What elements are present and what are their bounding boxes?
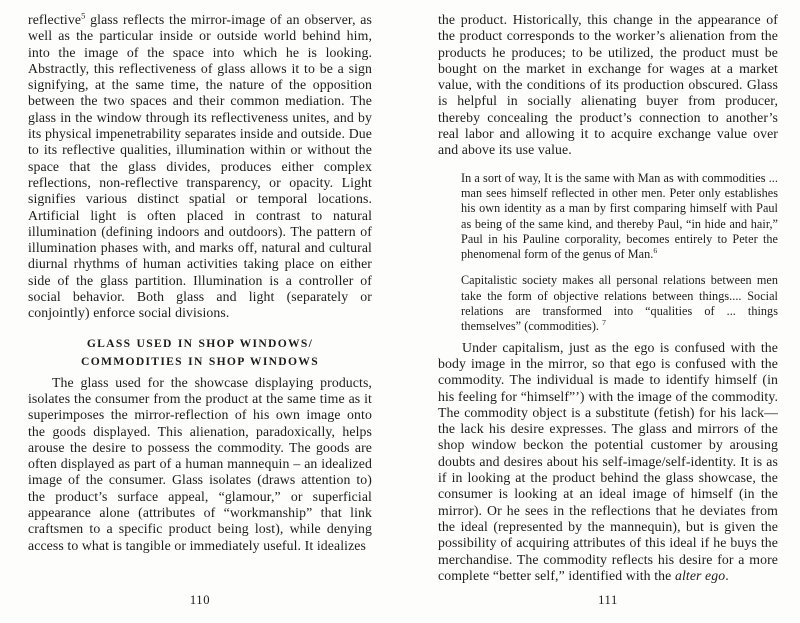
footnote-marker-6: 6	[653, 246, 658, 256]
section-heading	[34, 335, 366, 371]
page-right	[438, 0, 778, 623]
right-paragraph-2	[438, 340, 778, 584]
page-number-left: 110	[189, 593, 211, 607]
right-paragraph-continuation: the product. Historically, this change in the appearance of the product corresponds to the worker’s alienation from the products he produces; to be utilized, the product must be bought on the market in exchange for wages at a market value, with the conditions of its production obscured. Glass is helpful in socially alienating buyer from producer, thereby concealing the product’s connection to another’s real labor and allowing it to acquire exchange value over and above its use value.	[438, 12, 778, 158]
right-paragraph-2-text: Under capitalism, just as the ego is confused with the body image in the mirror, so that ego is confused with the commodity. The individual is made to identify himself (in his feeling for “himself”’) with the image of the commodity. The commodity object is a substitute (fetish) for his lack—the lack his desire expresses. The glass and mirrors of the shop window beckon the potential customer by arousing doubts and desires about his self-image/self-identity. It is as if in looking at the product behind the glass showcase, the consumer is looking at an ideal image of himself (in the mirror). Or he sees in the reflections that he deviates from the ideal (represented by the mannequin), but is given the possibility of acquiring attributes of this ideal if he buys the merchandise. The commodity reflects his desire for a more complete “better self,” identified with the	[438, 339, 778, 583]
blockquote-man-commodities	[461, 171, 778, 263]
section-heading-line1: GLASS USED IN SHOP WINDOWS/	[86, 336, 314, 350]
blockquote-capitalistic-society	[461, 273, 778, 334]
intro-word: reflective	[28, 12, 82, 27]
left-paragraph-continuation	[28, 12, 372, 322]
footnote-marker-5: 5	[81, 10, 86, 21]
quote2-text: Capitalistic society makes all personal relations between men take the form of objective relations between things.... Social relations are transformed into “qualities of ... things themselves” (commodities).	[461, 273, 778, 334]
footnote-marker-7: 7	[602, 318, 606, 328]
section-heading-line2: COMMODITIES IN SHOP WINDOWS	[81, 354, 319, 368]
intro-text: glass reflects the mirror-image of an observer, as well as the particular inside or outside world behind him, into the image of the space into which he is looking. Abstractly, this reflectiveness of glass allows it to be a sign signifying, at the same time, the nature of the opposition between the two spaces and their common mediation. The glass in the window through its reflectiveness unites, and by its physical impenetrability separates inside and outside. Due to its reflective qualities, illumination within or without the space that the glass divides, produces either complex reflections, non-reflective transparency, or opacity. Light signifies various distinct spatial or temporal locations. Artificial light is often placed in contrast to natural illumination (defining indoors and outdoors). The pattern of illumination phases with, and marks off, natural and cultural diurnal rhythms of human activities taking place on either side of the glass partition. Illumination is a controller of social behavior. Both glass and light (separately or conjointly) enforce social divisions.	[28, 12, 372, 321]
alter-ego-italic: alter ego	[674, 567, 726, 583]
page-number-right: 111	[598, 593, 618, 607]
right-paragraph-2-end: .	[725, 567, 729, 583]
left-paragraph-2: The glass used for the showcase displaying products, isolates the consumer from the product at the same time as it superimposes the mirror-reflection of his own image onto the goods displayed. This alienation, paradoxically, helps arouse the desire to possess the commodity. The goods are often displayed as part of a human mannequin – an idealized image of the consumer. Glass isolates (draws attention to) the product’s surface appeal, “glamour,” or superficial appearance alone (attributes of “workmanship” that link craftsmen to a specific product being lost), while denying access to what is tangible or immediately useful. It idealizes	[28, 374, 372, 553]
quote1-text: In a sort of way, It is the same with Man as with commodities ... man sees himself reflected in other men. Peter only establishes his own identity as a man by first comparing himself with Paul as being of the same kind, and thereby Paul, “in hide and hair,” Paul in his Pauline corporality, becomes entirely to Peter the phenomenal form of the genus of Man.	[461, 170, 778, 262]
page-left	[28, 0, 372, 623]
